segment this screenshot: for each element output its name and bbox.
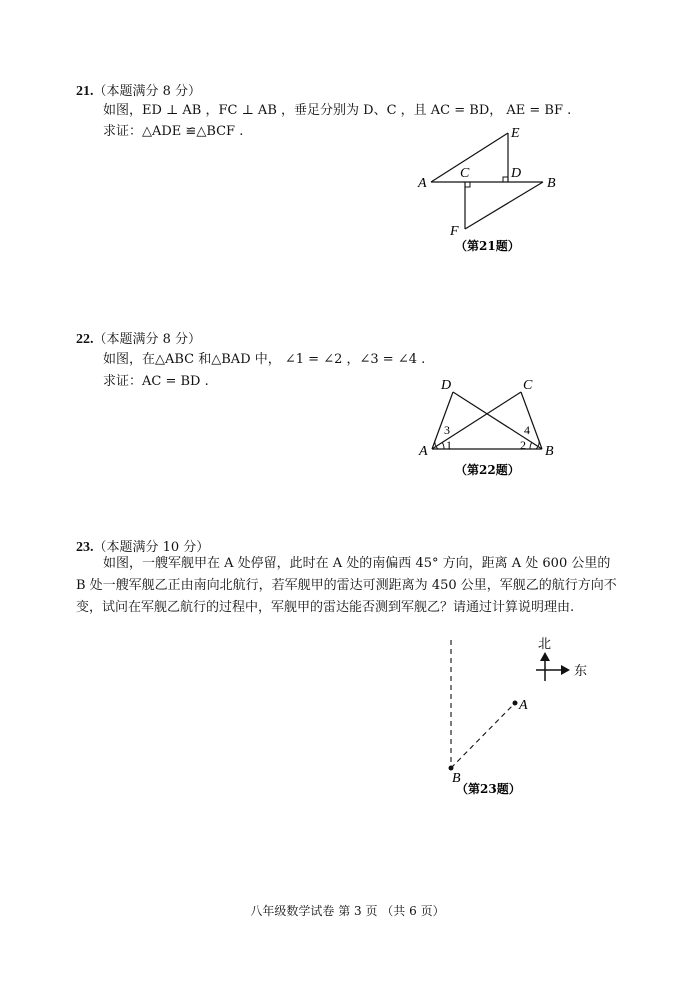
fig23-segment-ab — [451, 703, 515, 768]
fig22-caption: （第22题） — [455, 463, 520, 477]
figure-23 — [451, 640, 515, 768]
fig22-angle-4-label: 4 — [524, 423, 530, 437]
fig23-point-b — [449, 766, 454, 771]
figure-21 — [431, 133, 543, 229]
q22-statement: 如图，在△ABC 和△BAD 中， ∠1 = ∠2 ，∠3 = ∠4 . — [103, 352, 426, 367]
fig21-label-a: A — [418, 176, 427, 191]
fig21-caption: （第21题） — [455, 239, 520, 253]
fig21-label-f: F — [450, 224, 459, 239]
fig21-label-e: E — [511, 126, 520, 141]
fig22-angle-2-arc — [530, 442, 532, 449]
fig23-point-a — [513, 701, 518, 706]
fig21-segment-fb — [465, 182, 543, 229]
fig22-label-d: D — [441, 378, 452, 393]
fig21-label-b: B — [547, 176, 556, 191]
compass-north-label: 北 — [538, 637, 552, 652]
fig22-label-b: B — [545, 444, 554, 459]
fig22-angle-3-label: 3 — [444, 423, 450, 437]
fig21-label-d: D — [511, 166, 522, 181]
q21-number: 21. — [76, 84, 94, 99]
fig21-label-c: C — [460, 166, 470, 181]
fig21-right-angle-d — [503, 177, 508, 182]
q22-proof-goal: 求证：AC = BD . — [103, 374, 209, 389]
fig22-angle-3-arc — [435, 440, 438, 449]
page-footer: 八年级数学试卷 第 3 页 （共 6 页） — [250, 904, 445, 918]
q21-score: （本题满分 8 分） — [93, 84, 202, 99]
fig22-angle-1-label: 1 — [446, 438, 452, 452]
q22-number: 22. — [76, 332, 94, 347]
fig22-label-c: C — [523, 378, 533, 393]
fig21-right-angle-c — [465, 182, 470, 187]
compass-icon — [536, 652, 570, 681]
q21-proof-goal: 求证：△ADE ≌△BCF . — [103, 124, 244, 139]
q22-score: （本题满分 8 分） — [93, 332, 202, 347]
fig22-angle-2-label: 2 — [520, 438, 526, 452]
fig23-label-a: A — [519, 698, 528, 713]
q23-problem-text: 如图，一艘军舰甲在 A 处停留，此时在 A 处的南偏西 45° 方向，距离 A 处 600 公里的 B 处一艘军舰乙正由南向北航行，若军舰甲的雷达可测距离为 450 公里，军舰乙的航行方向不变，试问在军舰乙航行的过程中，军舰甲的雷达能否测到军舰乙？请通过计算说明理由. — [76, 556, 617, 615]
fig22-angle-4-arc — [536, 440, 539, 449]
fig22-label-a: A — [419, 444, 428, 459]
q21-statement: 如图，ED ⊥ AB ，FC ⊥ AB ，垂足分别为 D、C ，且 AC = BD， AE = BF . — [103, 103, 572, 118]
compass-east-label: 东 — [574, 664, 588, 679]
q23-score: （本题满分 10 分） — [93, 540, 210, 555]
fig22-segment-bd — [453, 392, 542, 449]
fig21-segment-ae — [431, 133, 508, 182]
fig23-label-b: B — [452, 771, 461, 786]
q23-number: 23. — [76, 540, 94, 555]
fig23-caption: （第23题） — [456, 782, 521, 796]
fig22-angle-1-arc — [442, 442, 444, 449]
